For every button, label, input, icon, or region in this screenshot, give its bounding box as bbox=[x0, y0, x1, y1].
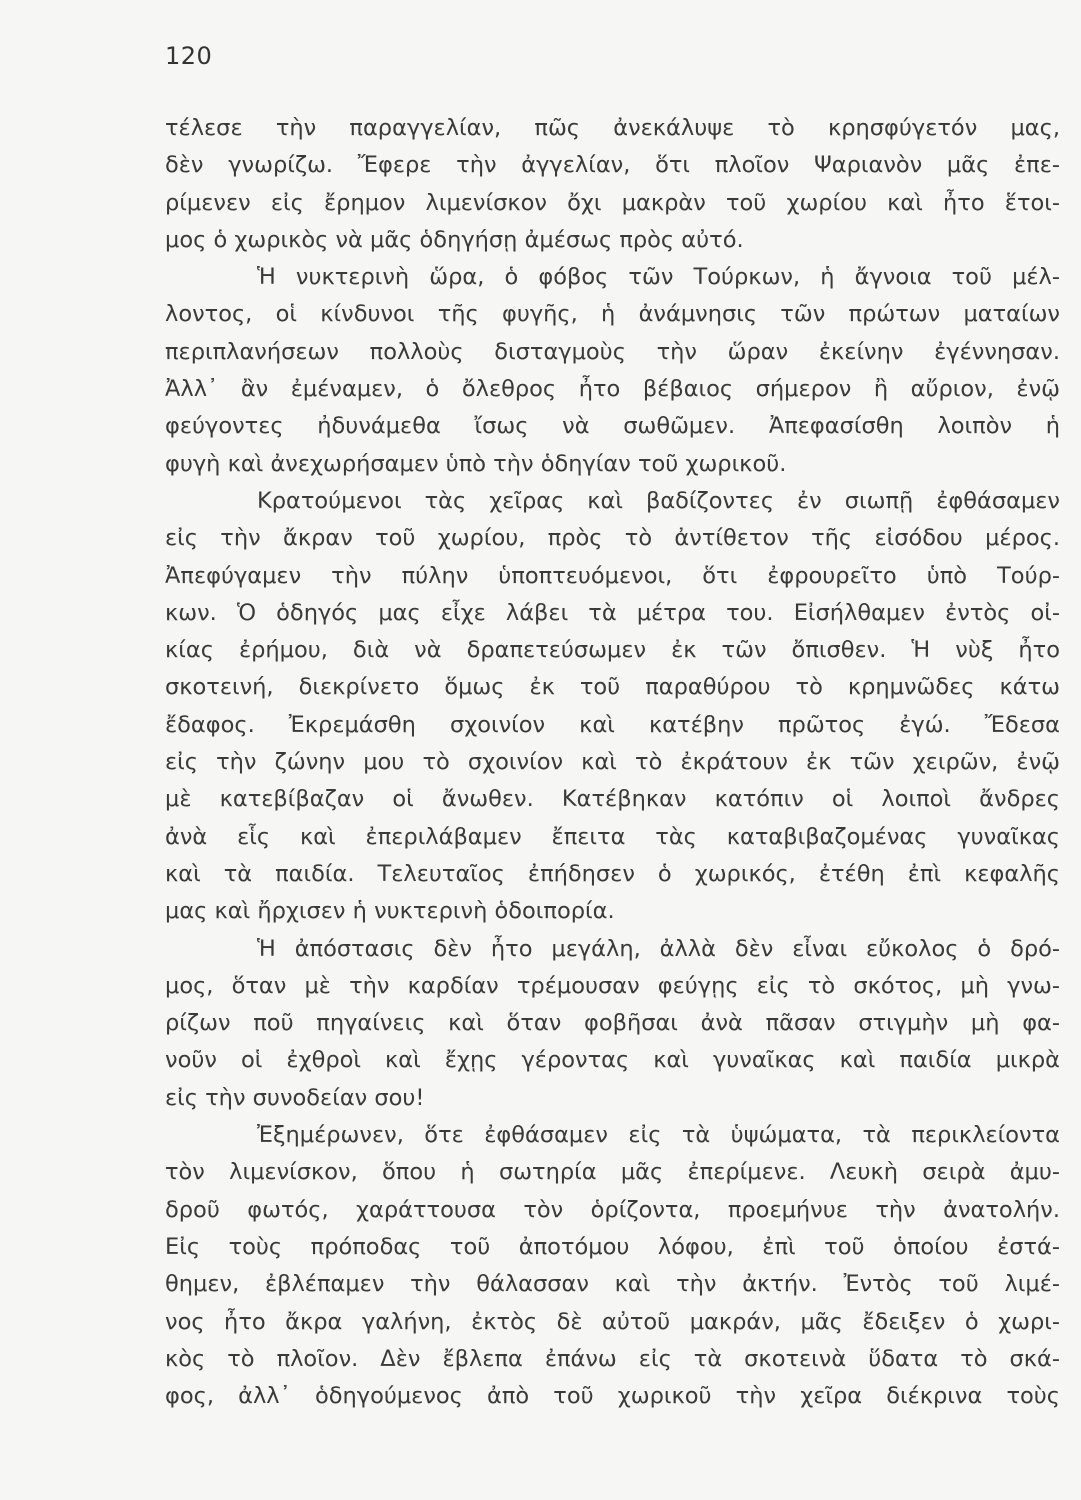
text-line: Εἰς τοὺς πρόποδας τοῦ ἀποτόμου λόφου, ἐπὶ τοῦ ὁποίου ἐστά- bbox=[165, 1233, 1060, 1260]
text-line: φυγὴ καὶ ἀνεχωρήσαμεν ὑπὸ τὴν ὁδηγίαν τοῦ χωρικοῦ. bbox=[165, 450, 787, 477]
text-line: ἔδαφος. Ἐκρεμάσθη σχοινίον καὶ κατέβην πρῶτος ἐγώ. Ἔδεσα bbox=[165, 711, 1060, 738]
text-line: μὲ κατεβίβαζαν οἱ ἄνωθεν. Κατέβηκαν κατόπιν οἱ λοιποὶ ἄνδρες bbox=[165, 786, 1060, 813]
text-line: δροῦ φωτός, χαράττουσα τὸν ὁρίζοντα, προεμήνυε τὴν ἀνατολήν. bbox=[165, 1196, 1060, 1223]
text-line: τὸν λιμενίσκον, ὅπου ἡ σωτηρία μᾶς ἐπερίμενε. Λευκὴ σειρὰ ἀμυ- bbox=[165, 1159, 1060, 1186]
text-line: εἰς τὴν ζώνην μου τὸ σχοινίον καὶ τὸ ἐκράτουν ἐκ τῶν χειρῶν, ἐνῷ bbox=[165, 749, 1060, 776]
text-line: κίας ἐρήμου, διὰ νὰ δραπετεύσωμεν ἐκ τῶν ὄπισθεν. Ἡ νὺξ ἦτο bbox=[165, 637, 1060, 664]
text-line: φος, ἀλλ᾽ ὁδηγούμενος ἀπὸ τοῦ χωρικοῦ τὴν χεῖρα διέκρινα τοὺς bbox=[165, 1383, 1060, 1410]
text-line: τέλεσε τὴν παραγγελίαν, πῶς ἀνεκάλυψε τὸ κρησφύγετόν μας, bbox=[165, 115, 1060, 141]
text-line: Ἀλλ᾽ ἂν ἐμέναμεν, ὁ ὄλεθρος ἦτο βέβαιος σήμερον ἢ αὔριον, ἐνῷ bbox=[165, 376, 1060, 403]
text-line: μας καὶ ἤρχισεν ἡ νυκτερινὴ ὁδοιπορία. bbox=[165, 898, 615, 925]
text-line: ρίμενεν εἰς ἔρημον λιμενίσκον ὄχι μακρὰν τοῦ χωρίου καὶ ἦτο ἕτοι- bbox=[165, 189, 1060, 216]
text-line: κὸς τὸ πλοῖον. Δὲν ἔβλεπα ἐπάνω εἰς τὰ σκοτεινὰ ὕδατα τὸ σκά- bbox=[165, 1345, 1060, 1372]
text-line: μος, ὅταν μὲ τὴν καρδίαν τρέμουσαν φεύγῃς εἰς τὸ σκότος, μὴ γνω- bbox=[165, 972, 1060, 999]
text-line: θημεν, ἐβλέπαμεν τὴν θάλασσαν καὶ τὴν ἀκτήν. Ἐντὸς τοῦ λιμέ- bbox=[165, 1271, 1060, 1298]
text-line: Ἡ ἀπόστασις δὲν ἦτο μεγάλη, ἀλλὰ δὲν εἶναι εὔκολος ὁ δρό- bbox=[257, 935, 1060, 962]
text-line: ἀνὰ εἷς καὶ ἐπεριλάβαμεν ἔπειτα τὰς καταβιβαζομένας γυναῖκας bbox=[165, 823, 1060, 850]
body-text bbox=[165, 110, 1060, 1415]
text-line: Ἀπεφύγαμεν τὴν πύλην ὑποπτευόμενοι, ὅτι ἐφρουρεῖτο ὑπὸ Τούρ- bbox=[165, 562, 1060, 589]
text-line: εἰς τὴν ἄκραν τοῦ χωρίου, πρὸς τὸ ἀντίθετον τῆς εἰσόδου μέρος. bbox=[165, 525, 1060, 552]
text-line: εἰς τὴν συνοδείαν σου! bbox=[165, 1084, 425, 1111]
text-line: Ἡ νυκτερινὴ ὥρα, ὁ φόβος τῶν Τούρκων, ἡ ἄγνοια τοῦ μέλ- bbox=[257, 264, 1060, 291]
text-line: Ἐξημέρωνεν, ὅτε ἐφθάσαμεν εἰς τὰ ὑψώματα, τὰ περικλείοντα bbox=[257, 1122, 1060, 1149]
page-number: 120 bbox=[165, 42, 213, 70]
text-line: σκοτεινή, διεκρίνετο ὅμως ἐκ τοῦ παραθύρου τὸ κρημνῶδες κάτω bbox=[165, 674, 1060, 701]
text-line: δὲν γνωρίζω. Ἔφερε τὴν ἀγγελίαν, ὅτι πλοῖον Ψαριανὸν μᾶς ἐπε- bbox=[165, 152, 1060, 179]
text-line: περιπλανήσεων πολλοὺς δισταγμοὺς τὴν ὥραν ἐκείνην ἐγέννησαν. bbox=[165, 338, 1060, 365]
text-line: νοῦν οἱ ἐχθροὶ καὶ ἔχῃς γέροντας καὶ γυναῖκας καὶ παιδία μικρὰ bbox=[165, 1047, 1060, 1074]
text-line: ρίζων ποῦ πηγαίνεις καὶ ὅταν φοβῆσαι ἀνὰ πᾶσαν στιγμὴν μὴ φα- bbox=[165, 1010, 1060, 1037]
text-line: μος ὁ χωρικὸς νὰ μᾶς ὁδηγήσῃ ἀμέσως πρὸς αὐτό. bbox=[165, 226, 744, 253]
text-line: Κρατούμενοι τὰς χεῖρας καὶ βαδίζοντες ἐν σιωπῇ ἐφθάσαμεν bbox=[257, 487, 1060, 514]
text-line: καὶ τὰ παιδία. Τελευταῖος ἐπήδησεν ὁ χωρικός, ἐτέθη ἐπὶ κεφαλῆς bbox=[165, 860, 1060, 887]
text-line: νος ἦτο ἄκρα γαλήνη, ἐκτὸς δὲ αὐτοῦ μακράν, μᾶς ἔδειξεν ὁ χωρι- bbox=[165, 1308, 1060, 1335]
text-line: λοντος, οἱ κίνδυνοι τῆς φυγῆς, ἡ ἀνάμνησις τῶν πρώτων ματαίων bbox=[165, 301, 1060, 328]
text-line: φεύγοντες ἠδυνάμεθα ἴσως νὰ σωθῶμεν. Ἀπεφασίσθη λοιπὸν ἡ bbox=[165, 413, 1060, 440]
text-line: κων. Ὁ ὁδηγός μας εἶχε λάβει τὰ μέτρα του. Εἰσήλθαμεν ἐντὸς οἰ- bbox=[165, 599, 1060, 626]
